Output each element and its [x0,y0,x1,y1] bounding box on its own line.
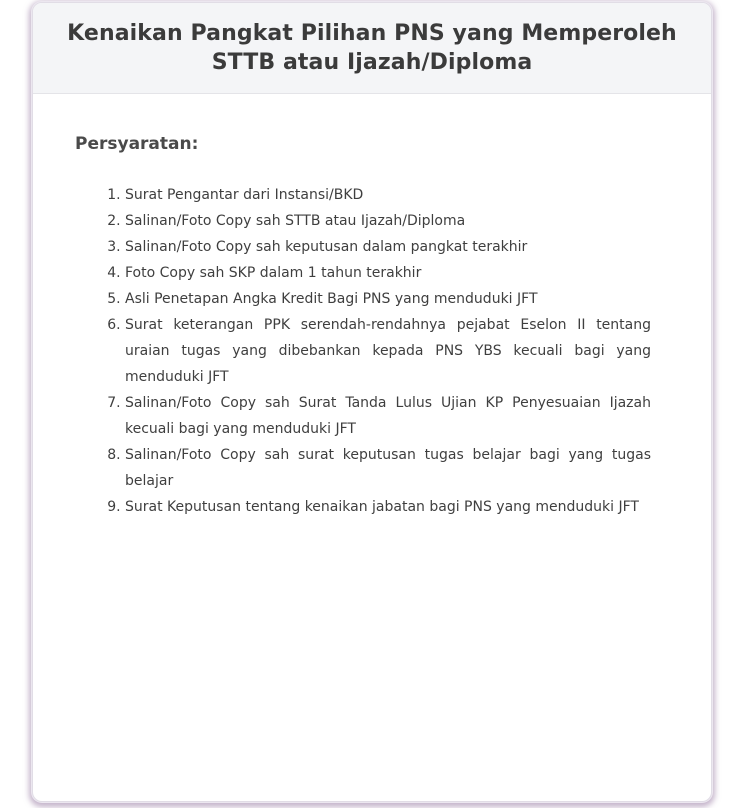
requirements-list [75,182,651,520]
requirement-item: 8. Salinan/Foto Copy sah surat keputusan tugas belajar bagi yang tugas belajar [125,442,651,494]
requirement-item: 9. Surat Keputusan tentang kenaikan jabatan bagi PNS yang menduduki JFT [125,494,651,520]
requirement-item: 4. Foto Copy sah SKP dalam 1 tahun terakhir [125,260,651,286]
card-title: Kenaikan Pangkat Pilihan PNS yang Memperoleh STTB atau Ijazah/Diploma [67,21,677,75]
requirements-card [32,2,712,802]
requirement-item: 1. Surat Pengantar dari Instansi/BKD [125,182,651,208]
requirement-item: 2. Salinan/Foto Copy sah STTB atau Ijazah/Diploma [125,208,651,234]
section-title: Persyaratan: [75,134,199,154]
requirement-item: 6. Surat keterangan PPK serendah-rendahnya pejabat Eselon II tentang uraian tugas yang dibebankan kepada PNS YBS kecuali bagi yang menduduki JFT [125,312,651,390]
requirement-item: 5. Asli Penetapan Angka Kredit Bagi PNS yang menduduki JFT [125,286,651,312]
requirement-item: 3. Salinan/Foto Copy sah keputusan dalam pangkat terakhir [125,234,651,260]
card-body [33,94,711,520]
requirement-item: 7. Salinan/Foto Copy sah Surat Tanda Lulus Ujian KP Penyesuaian Ijazah kecuali bagi yang menduduki JFT [125,390,651,442]
card-header [33,3,711,94]
